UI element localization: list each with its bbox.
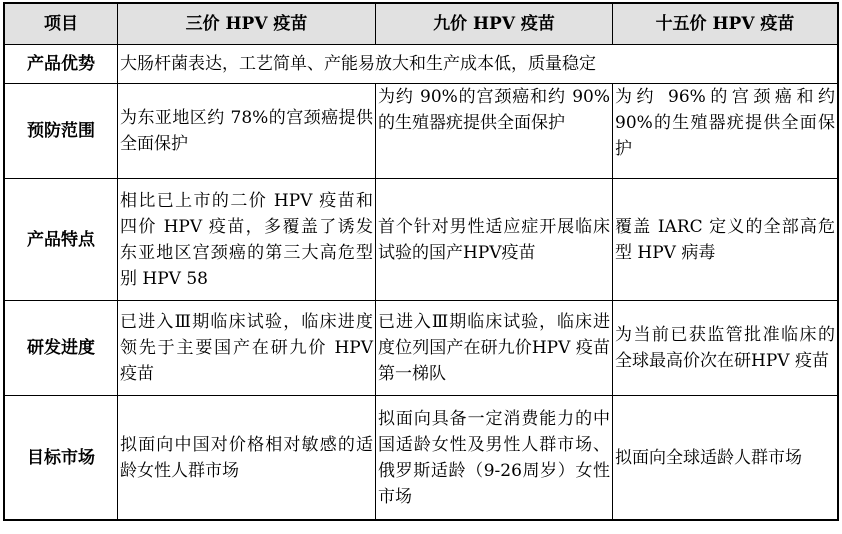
header-row [5,4,838,45]
table-cell: 为当前已获监管批准临床的全球最高价次在研HPV 疫苗 [613,301,838,396]
row-product-advantage [5,45,838,84]
row-rd-progress [5,301,838,396]
header-item: 项目 [5,4,118,45]
merged-cell: 大肠杆菌表达，工艺简单、产能易放大和生产成本低，质量稳定 [118,45,838,84]
table-cell: 拟面向具备一定消费能力的中国适龄女性及男性人群市场、俄罗斯适龄（9-26周岁）女性市场 [376,396,613,520]
row-prevention-scope [5,84,838,179]
table-cell: 首个针对男性适应症开展临床试验的国产HPV疫苗 [376,179,613,301]
header-15-valent: 十五价 HPV 疫苗 [613,4,838,45]
header-nonavalent: 九价 HPV 疫苗 [376,4,613,45]
table-cell: 覆盖 IARC 定义的全部高危型 HPV 病毒 [613,179,838,301]
row-product-features [5,179,838,301]
row-target-market [5,396,838,520]
header-trivalent: 三价 HPV 疫苗 [118,4,376,45]
row-label: 目标市场 [5,396,118,520]
row-label: 预防范围 [5,84,118,179]
table-cell: 已进入Ⅲ期临床试验，临床进度位列国产在研九价HPV 疫苗第一梯队 [376,301,613,396]
hpv-vaccine-comparison-table [4,3,838,520]
table-cell: 拟面向中国对价格相对敏感的适龄女性人群市场 [118,396,376,520]
table-cell: 已进入Ⅲ期临床试验，临床进度领先于主要国产在研九价 HPV 疫苗 [118,301,376,396]
row-label: 产品优势 [5,45,118,84]
row-label: 产品特点 [5,179,118,301]
table-cell: 为约 90%的宫颈癌和约 90%的生殖器疣提供全面保护 [376,84,613,179]
row-label: 研发进度 [5,301,118,396]
table-cell: 相比已上市的二价 HPV 疫苗和四价 HPV 疫苗，多覆盖了诱发东亚地区宫颈癌的第三大高危型别 HPV 58 [118,179,376,301]
table-cell: 拟面向全球适龄人群市场 [613,396,838,520]
table-cell: 为约 96%的宫颈癌和约 90%的生殖器疣提供全面保护 [613,84,838,179]
table-cell: 为东亚地区约 78%的宫颈癌提供全面保护 [118,84,376,179]
